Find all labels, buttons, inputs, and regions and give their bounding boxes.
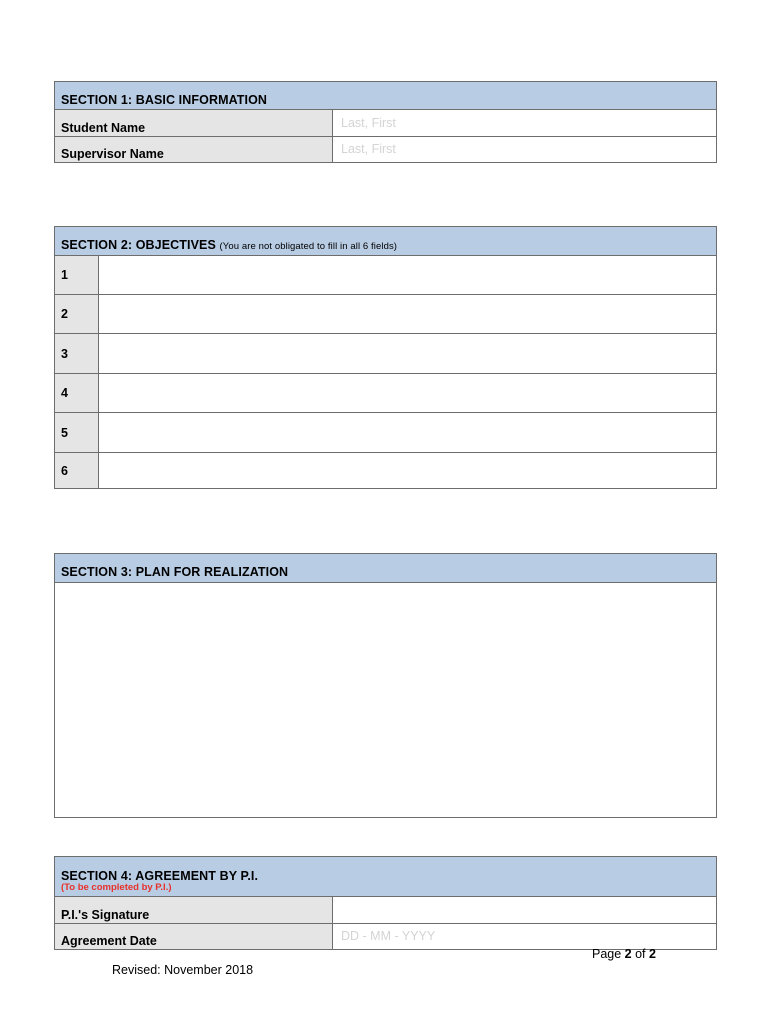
section-header [55,554,716,583]
objective-row [55,334,716,374]
pi-signature-row [55,897,716,924]
section-subtitle: (To be completed by P.I.) [61,882,172,893]
field-label: Supervisor Name [55,137,333,162]
page-number [592,947,656,961]
page-total: 2 [649,947,656,961]
page-current: 2 [624,947,632,961]
page-prefix: Page [592,947,625,961]
agreement-date-row [55,924,716,949]
agreement-date-input[interactable] [333,924,716,949]
section-title: SECTION 4: AGREEMENT BY P.I. [61,869,259,883]
pi-signature-input[interactable] [333,897,716,923]
section-basic-information [54,81,717,163]
section-title: SECTION 3: PLAN FOR REALIZATION [61,565,289,579]
objective-number: 3 [55,334,99,373]
section-header [55,227,716,256]
objective-row [55,453,716,488]
section-title-text: SECTION 2: OBJECTIVES [61,238,216,252]
student-name-row [55,110,716,137]
objective-input-4[interactable] [99,374,716,412]
objective-number: 5 [55,413,99,452]
field-label: Student Name [55,110,333,136]
section-agreement-by-pi [54,856,717,950]
section-title: SECTION 1: BASIC INFORMATION [61,93,268,107]
objective-input-5[interactable] [99,413,716,452]
objective-row [55,374,716,413]
objective-row [55,295,716,334]
student-name-input[interactable] [333,110,716,136]
revision-note: Revised: November 2018 [112,963,254,977]
section-objectives [54,226,717,489]
objective-row [55,256,716,295]
objective-number: 6 [55,453,99,488]
objective-number: 1 [55,256,99,294]
objective-number: 2 [55,295,99,333]
plan-input[interactable] [55,583,716,817]
objective-number: 4 [55,374,99,412]
supervisor-name-row [55,137,716,162]
objective-input-6[interactable] [99,453,716,488]
section-header [55,82,716,110]
supervisor-name-input[interactable] [333,137,716,162]
section-title [61,238,397,252]
objective-input-3[interactable] [99,334,716,373]
field-label: P.I.'s Signature [55,897,333,923]
field-label: Agreement Date [55,924,333,949]
section-plan-for-realization [54,553,717,818]
objective-row [55,413,716,453]
section-note: (You are not obligated to fill in all 6 fields) [219,241,398,252]
page-mid: of [631,947,649,961]
objective-input-1[interactable] [99,256,716,294]
section-header [55,857,716,897]
objective-input-2[interactable] [99,295,716,333]
